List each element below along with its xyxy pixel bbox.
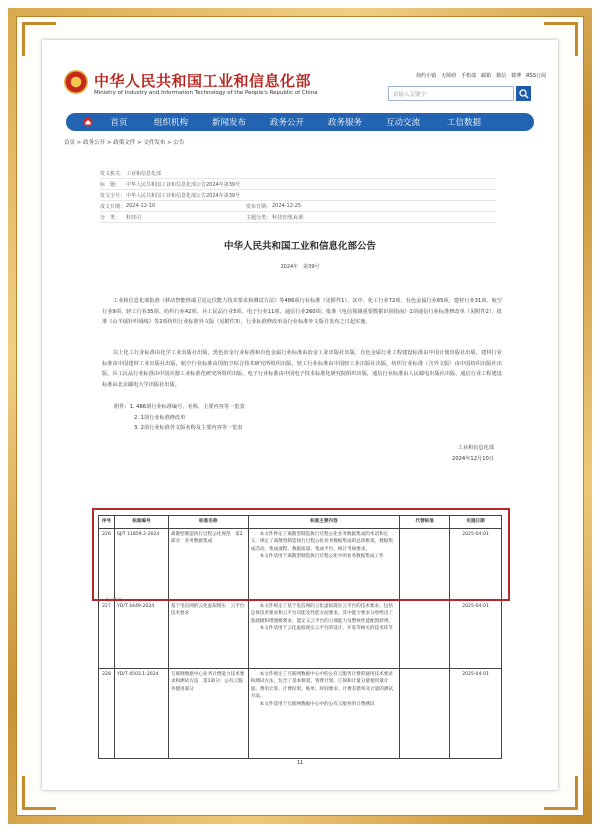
- attachment-link[interactable]: 附件：1. 486项行业标准编号、名称、主要内容等一览表: [114, 404, 245, 410]
- meta-label: 发布日期：: [246, 203, 272, 210]
- top-link[interactable]: 手机端: [461, 73, 477, 79]
- meta-label: 发文机关：: [100, 170, 126, 177]
- replaced-standard: [400, 669, 450, 758]
- nav-item-services[interactable]: 政务服务: [327, 118, 362, 128]
- table-row: [99, 601, 502, 669]
- meta-value: 中华人民共和国工业和信息化部公告2024年第39号: [126, 181, 241, 188]
- row-number: 228: [99, 669, 115, 758]
- content-paragraph: 本文件界定了离散型制造执行过程公化业务数据集成的术语和定义，规定了离散型制造执行过程公化业务数据集成的总体框架、数据集成活动、集成流程、数据质量、集成平台、统计考核要求。: [250, 531, 394, 552]
- meta-row: [100, 179, 496, 190]
- main-nav: [66, 113, 534, 131]
- content-paragraph: 本文件规定了互联网数据中心中的公有云服务计费的通用技术要求和测试方法，包含了基本框架、资费计划、订阅和计量分量使用量计量、费用计算、计费结果、账单、时间要求、计费差错率及计量的测试方法。: [250, 671, 394, 699]
- nav-item-home[interactable]: 首页: [110, 118, 128, 128]
- replaced-standard: [400, 601, 450, 668]
- effective-date: 2025-04-01: [450, 669, 502, 758]
- effective-date: 2025-04-01: [450, 529, 502, 600]
- nav-item-organization[interactable]: 组织机构: [153, 118, 188, 128]
- nav-item-data[interactable]: 工信数据: [446, 118, 481, 128]
- content-paragraph: 本文件适用于离散型制造执行过程公化中的业务数据集成工作: [259, 554, 384, 559]
- table-row: [99, 669, 502, 759]
- meta-row: [100, 201, 496, 212]
- meta-label: 主题分类：: [246, 214, 272, 221]
- meta-value: 中华人民共和国工业和信息化部公告2024年第39号: [126, 192, 241, 199]
- top-link[interactable]: 简约小镇: [416, 73, 437, 79]
- site-title[interactable]: 中华人民共和国工业和信息化部: [94, 72, 312, 90]
- standard-content: [249, 669, 401, 758]
- content-paragraph: 本文件适用于云化虚拟现实云平台的设计、开发等相关的技术环节: [259, 626, 393, 631]
- document-title: 中华人民共和国工业和信息化部公告: [223, 241, 376, 252]
- meta-label: 标 题：: [100, 181, 121, 188]
- table-header: 序号: [99, 516, 115, 528]
- sign-date: 2024年12月10日: [452, 455, 494, 462]
- site-subtitle: Ministry of Industry and Information Technology of the People's Republic of China: [94, 90, 318, 96]
- meta-value: 2024-12-10: [126, 203, 156, 209]
- meta-value: 科技司: [126, 214, 142, 221]
- top-link[interactable]: 微博: [511, 73, 522, 79]
- meta-row: [100, 190, 496, 201]
- home-icon[interactable]: [80, 113, 96, 131]
- page-number: 11: [296, 760, 304, 766]
- nav-item-interaction[interactable]: 互动交流: [385, 118, 420, 128]
- row-number: 227: [99, 601, 115, 668]
- table-header: 标准名称: [169, 516, 249, 528]
- highlight-box: [92, 508, 510, 601]
- document-page: [42, 40, 558, 790]
- content-paragraph: 本文件适用于互联网数据中心中的公有云服务的计费测试: [259, 701, 375, 707]
- table-header: 标准编号: [115, 516, 169, 528]
- standard-name: 互联网数据中心业务计费能力技术要求和测试方法 第1部分：公有云服务使用部分: [169, 669, 249, 758]
- attachment-link[interactable]: 3. 2项行业标准外文版名称及主要内容等一览表: [134, 425, 243, 431]
- standard-content: [249, 601, 401, 668]
- section-separator-label: 一 电子行业: [100, 597, 123, 602]
- body-paragraph: 以上化工行业标准由化学工业出版社出版，黑色冶金行业标准和有色金属行业标准由冶金工业出版社出版，有色金属行业工程建设标准由中国计划出版社出版，建材行业标准由中国建材工业出版社出版，航空行业标准由国航空综合技术研究所组织出版，轻工行业标准由中国轻工业出版社出版，纺织行业标准（含外文版）由中国纺织出版社出版，兵工民品行业标准由中国兵器工业标准化研究所组织出版，电子行业标准由中国电子技术标准化研究院组织出版，通信行业标准由人民邮电出版社出版，通信行业工程建设标准由北京邮电大学出版社出版。: [102, 350, 502, 388]
- meta-label: 发文字号：: [100, 192, 126, 199]
- standard-code: YD/T 4503.1-2024: [115, 669, 169, 758]
- meta-row: [100, 168, 496, 179]
- national-emblem-icon: [64, 70, 88, 94]
- table-header: 代替标准: [400, 516, 450, 528]
- meta-value: 科技管理,标准: [272, 214, 304, 221]
- document-number: 2024年 第39号: [280, 264, 320, 270]
- body-paragraph: 工业和信息化部批准《移动智能终端卫星定位能力技术要求和测试方法》等486项行业标准（见附件1），其中，化工行业72项、有色金属行业65项、建材行业31项、航空行业9项、轻工行业35项、纺织行业42项、兵工民品行业5项、电子行业11项、通信行业260项；批准《电信领域重要数据识别指南》1项通信行业标准修改单（见附件2），批准《山羊绒针织绒线》等2项纺织行业标准外文版（见附件3），行业标准修改单及行业标准外文版自发布之日起实施。: [102, 298, 502, 325]
- standard-code: YD/T 4449-2024: [115, 601, 169, 668]
- top-link[interactable]: 微信: [496, 73, 507, 79]
- nav-item-news[interactable]: 新闻发布: [211, 118, 246, 128]
- standard-name: 基于电信网的云化虚拟现实 云平台技术要求: [169, 601, 249, 668]
- signature-block: [452, 443, 494, 464]
- standard-name: 离散型制造执行过程公化规范 第2部分：业务数据集成: [169, 529, 249, 600]
- top-link[interactable]: RSS订阅: [526, 73, 546, 79]
- meta-label: 成文日期：: [100, 203, 126, 210]
- meta-label: 分 类：: [100, 214, 121, 221]
- document-meta: [100, 168, 496, 223]
- top-links: [416, 72, 546, 79]
- top-link[interactable]: 邮箱: [481, 73, 492, 79]
- table-header: 标准主要内容: [249, 516, 401, 528]
- attachment-link[interactable]: 2. 1项行业标准修改单: [134, 414, 186, 421]
- meta-row: [100, 212, 496, 223]
- row-number: 226: [99, 529, 115, 600]
- meta-value: 工业和信息化部: [126, 170, 162, 177]
- signer: 工业和信息化部: [457, 445, 494, 451]
- attachments-list: [114, 402, 245, 434]
- search-input[interactable]: 请输入关键字: [388, 86, 514, 101]
- standard-code: SJ/T 11859.2-2024: [115, 529, 169, 600]
- search-icon: [519, 89, 529, 99]
- breadcrumb[interactable]: 首页 > 政务公开 > 政策文件 > 文件发布 > 公告: [64, 140, 185, 146]
- effective-date: 2025-04-01: [450, 601, 502, 668]
- search-button[interactable]: [516, 86, 531, 101]
- content-paragraph: 本文件规定了基于电信网的云化虚拟现实云平台的技术要求，包括总体技术要求和云平台功能及性能方面要求，其中能力要求分别给出了基础级和增强级要求，能定义云平台的云端能力及整体性能配置原则。: [250, 603, 394, 624]
- top-link[interactable]: 无障碍: [441, 73, 457, 79]
- nav-item-public-affairs[interactable]: 政务公开: [269, 118, 304, 128]
- meta-value: 2024-12-25: [272, 203, 302, 209]
- table-header: 实施日期: [450, 516, 502, 528]
